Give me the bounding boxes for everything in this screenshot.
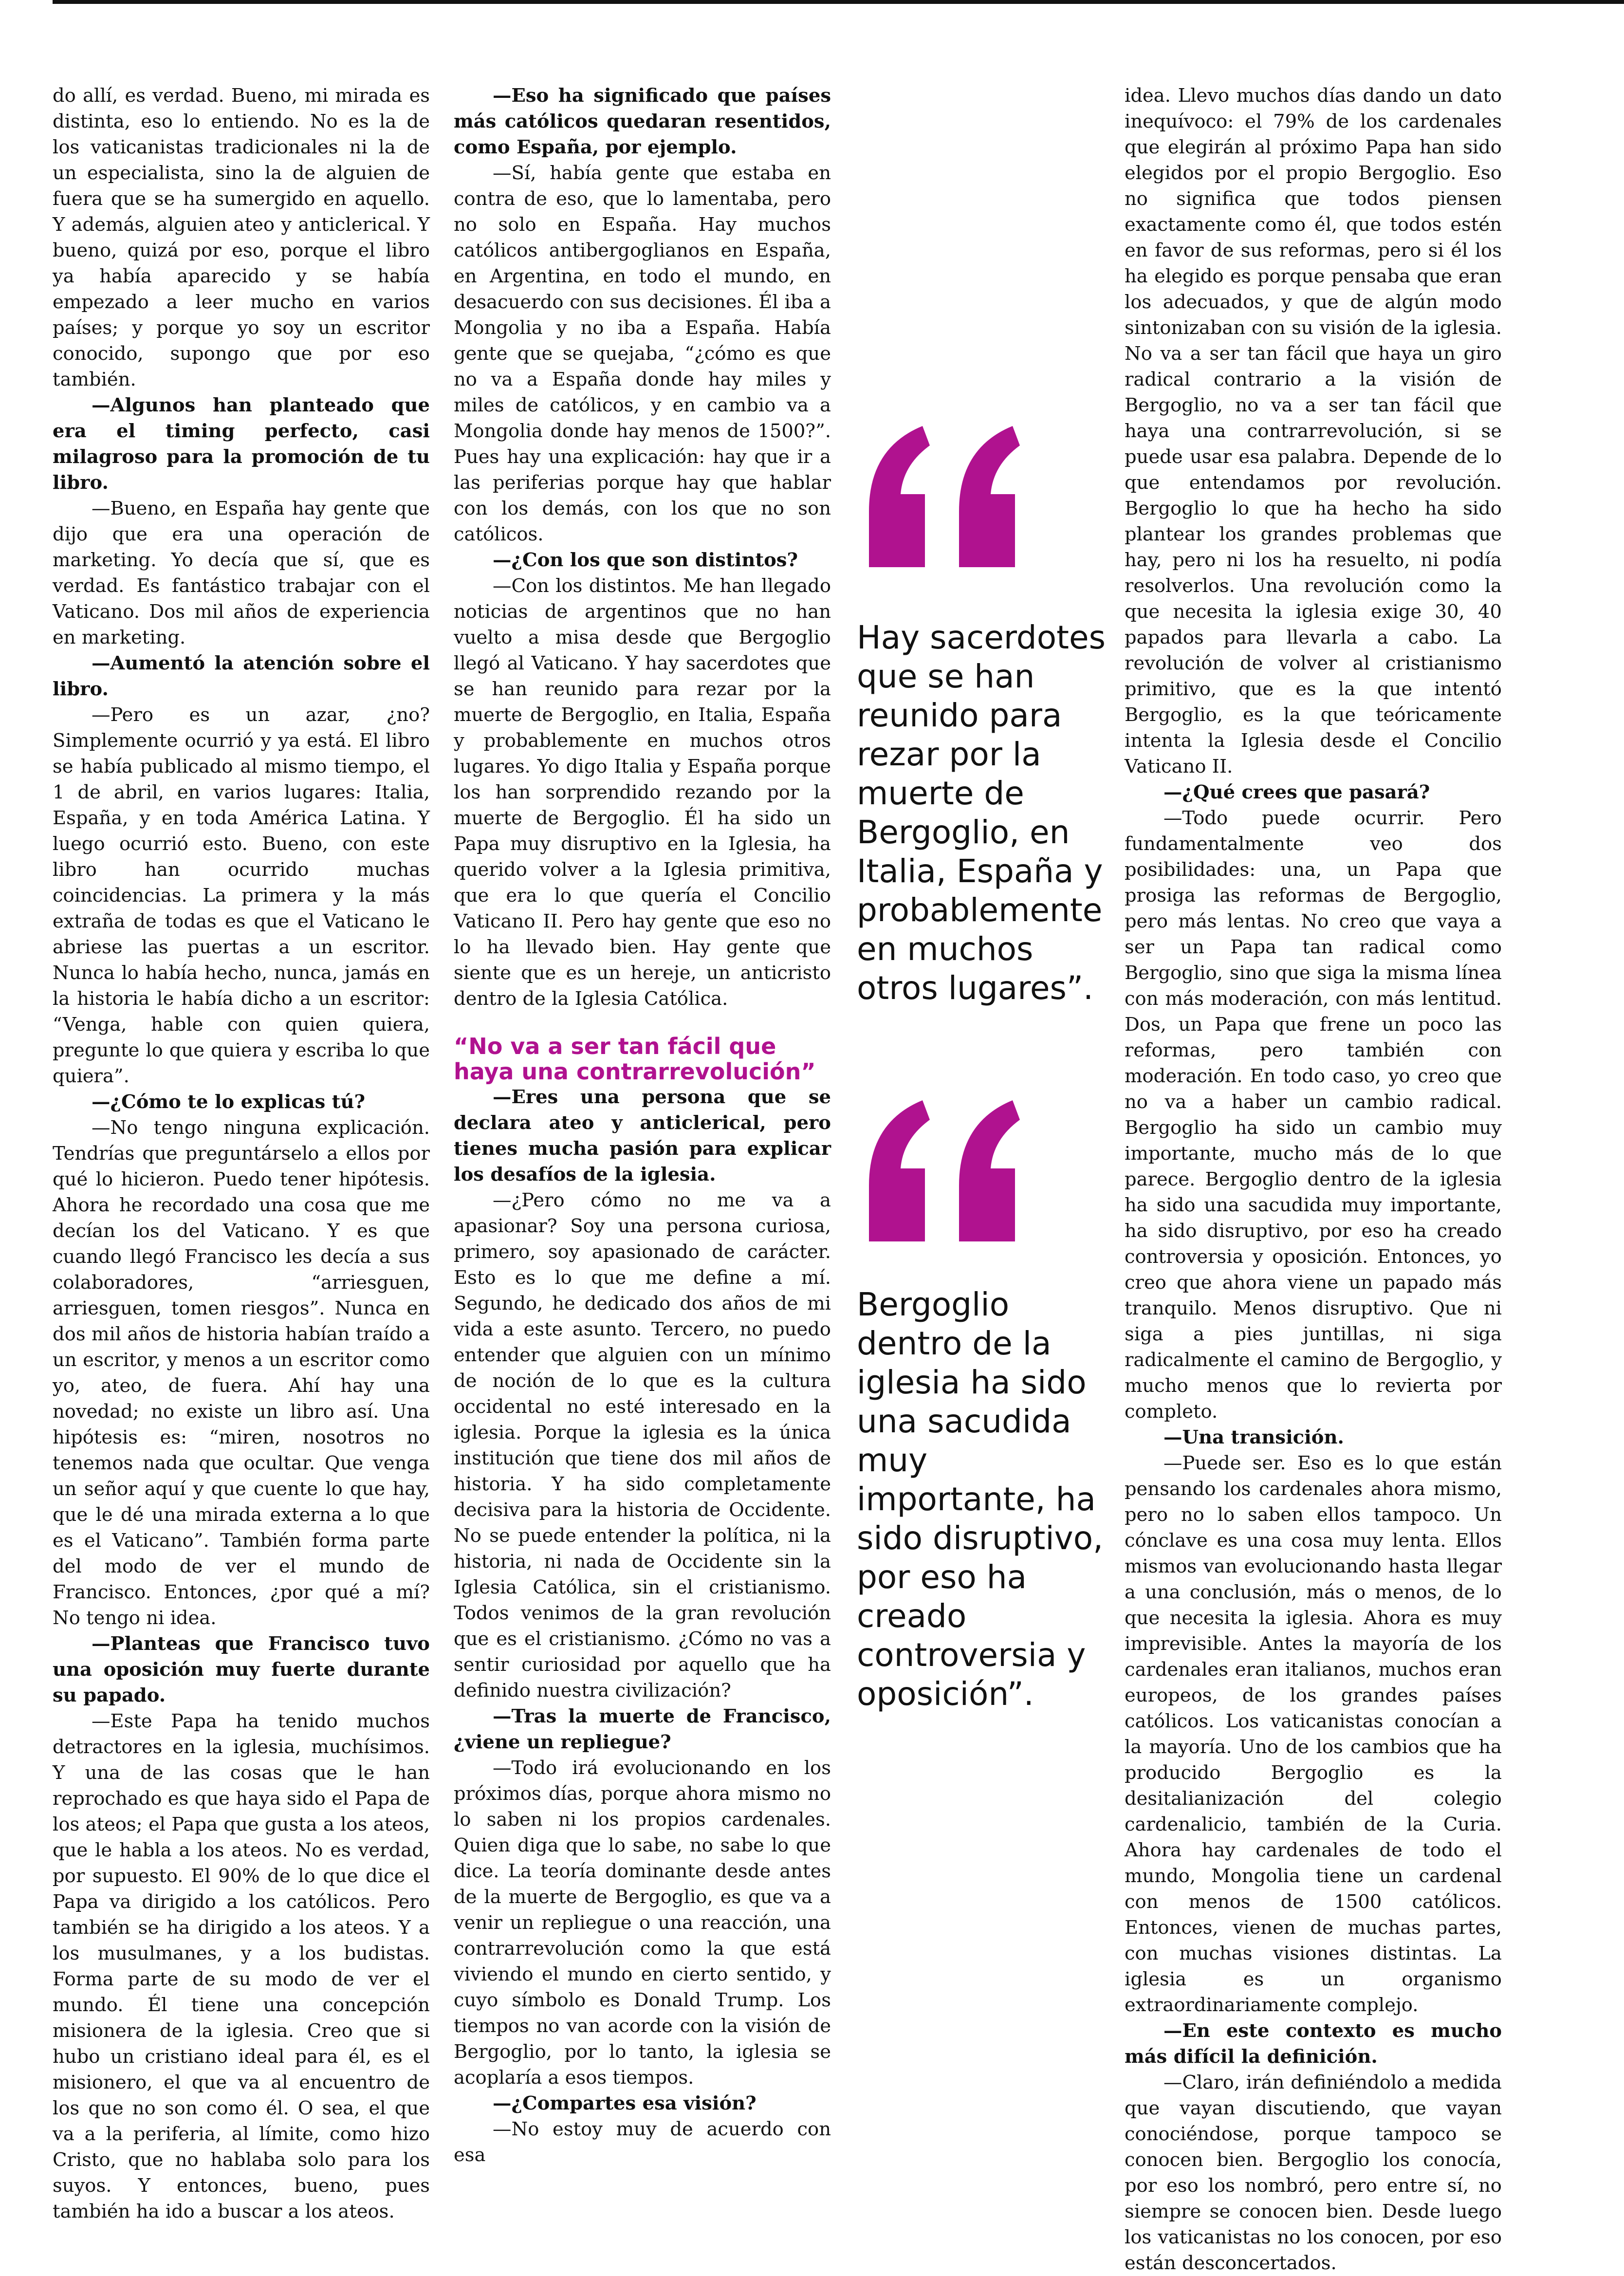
interview-question: —¿Qué crees que pasará? [1163, 781, 1430, 803]
interview-answer: —Claro, irán definiéndolo a medida que vayan discutiendo, que vayan conociéndose, porque tampoco se conocen bien. Bergoglio los conocía, por eso los nombró, pero entre sí, no siempre se conocen bien. Desde luego los vaticanistas no los conocen, por eso están desconcertados. [1125, 2072, 1502, 2274]
quote-mark-icon [854, 424, 1030, 570]
interview-question: —Eres una persona que se declara ateo y anticlerical, pero tienes mucha pasión para explicar los desafíos de la iglesia. [454, 1086, 831, 1185]
interview-question: —¿Cómo te lo explicas tú? [92, 1091, 366, 1113]
interview-question: —¿Compartes esa visión? [493, 2092, 757, 2114]
interview-answer: —Este Papa ha tenido muchos detractores en la iglesia, muchísimos. Y una de las cosas que le han reprochado es que haya sido el Papa de los ateos; el Papa que gusta a los ateos, que le habla a los ateos. No es verdad, por supuesto. El 90% de lo que dice el Papa va dirigido a los católicos. Pero también se ha dirigido a los ateos. Y a los musulmanes, y a los budistas. Forma parte de su modo de ver el mundo. Él tiene una concepción misionera de la iglesia. Creo que si hubo un cristiano ideal para él, es el misionero, el que va al encuentro de los que no son como él. O sea, el que va a la periferia, al límite, como hizo Cristo, que no hablaba solo para los suyos. Y entonces, bueno, pues también ha ido a buscar a los ateos. [53, 1710, 430, 2222]
column-4 [1125, 83, 1502, 2276]
interview-answer: —¿Pero cómo no me va a apasionar? Soy una persona curiosa, primero, soy apasionado de carácter. Esto es lo que me define a mí. Segundo, he dedicado dos años de mi vida a este asunto. Tercero, no puedo entender que alguien con un mínimo de noción de lo que es la cultura occidental no esté interesado en la iglesia. Porque la iglesia es la única institución que tiene dos mil años de historia. Y ha sido completamente decisiva para la historia de Occidente. No se puede entender la política, ni la historia, ni nada de Occidente sin la Iglesia Católica, sin el cristianismo. Todos venimos de la gran revolución que es el cristianismo. ¿Cómo no vas a sentir curiosidad por aquello que ha definido nuestra civilización? [454, 1189, 831, 1702]
interview-question: —Una transición. [1163, 1426, 1344, 1448]
interview-question: —Algunos han planteado que era el timing perfecto, casi milagroso para la promoción de tu libro. [53, 394, 430, 494]
interview-answer: —No estoy muy de acuerdo con esa [454, 2118, 831, 2166]
interview-answer: —No tengo ninguna explicación. Tendrías que preguntárselo a ellos por qué lo hicieron. Puedo tener hipótesis. Ahora he recordado una cosa que me decían los del Vaticano. Y es que cuando llegó Francisco les decía a sus colaboradores, “arriesguen, arriesguen, tomen riesgos”. Nunca en dos mil años de historia habían traído a un escritor, y menos a un escritor como yo, ateo, de fuera. Ahí hay una novedad; no existe un libro así. Una hipótesis es: “miren, nosotros no tenemos nada que ocultar. Que venga un señor aquí y que cuente lo que hay, que le dé una mirada externa a lo que es el Vaticano”. También forma parte del modo de ver el mundo de Francisco. Entonces, ¿por qué a mí? No tengo ni idea. [53, 1117, 430, 1629]
pull-quote-1: Hay sacerdotes que se han reunido para rezar por la muerte de Bergoglio, en Italia, España y probablemente en muchos otros lugares”. [857, 619, 1106, 1007]
column-1 [53, 83, 430, 2224]
top-rule [53, 0, 1624, 4]
interview-answer: —Sí, había gente que estaba en contra de eso, que lo lamentaba, pero no solo en España. Hay muchos católicos antibergoglianos en España, en Argentina, en todo el mundo, en desacuerdo con sus decisiones. Él iba a Mongolia y no iba a España. Había gente que se quejaba, “¿cómo es que no va a España donde hay miles y miles de católicos, y en cambio va a Mongolia donde hay menos de 1500?”. Pues hay una explicación: hay que ir a las periferias porque hay que hablar con los demás, con los que no son católicos. [454, 162, 831, 545]
interview-question: —Planteas que Francisco tuvo una oposición muy fuerte durante su papado. [53, 1633, 430, 1706]
interview-answer: —Con los distintos. Me han llegado noticias de argentinos que no han vuelto a misa desde que Bergoglio llegó al Vaticano. Y hay sacerdotes que se han reunido para rezar por la muerte de Bergoglio, en Italia, España y probablemente en muchos otros lugares. Yo digo Italia y España porque los han sorprendido rezando por la muerte de Bergoglio. Él ha sido un Papa muy disruptivo en la Iglesia, ha querido volver a la Iglesia primitiva, que era lo que quería el Concilio Vaticano II. Pero hay gente que eso no lo ha llevado bien. Hay gente que siente que es un hereje, un anticristo dentro de la Iglesia Católica. [454, 575, 831, 1010]
interview-question: —¿Con los que son distintos? [493, 549, 798, 571]
subheading: “No va a ser tan fácil que haya una contrarrevolución” [454, 1033, 816, 1085]
interview-question: —Eso ha significado que países más católicos quedaran resentidos, como España, por ejemplo. [454, 85, 831, 158]
interview-answer: do allí, es verdad. Bueno, mi mirada es distinta, eso lo entiendo. No es la de los vaticanistas tradicionales ni la de un especialista, sino la de alguien de fuera que se ha sumergido en aquello. Y además, alguien ateo y anticlerical. Y bueno, quizá por eso, porque el libro ya había aparecido y se había empezado a leer mucho en varios países; y porque yo soy un escritor conocido, supongo que por eso también. [53, 85, 430, 390]
interview-answer: —Puede ser. Eso es lo que están pensando los cardenales ahora mismo, pero no lo saben ellos tampoco. Un cónclave es una cosa muy lenta. Ellos mismos van evolucionando hasta llegar a una conclusión, más o menos, de lo que necesita la iglesia. Ahora es muy imprevisible. Antes la mayoría de los cardenales eran italianos, muchos eran europeos, de los grandes países católicos. Los vaticanistas conocían a la mayoría. Uno de los cambios que ha producido Bergoglio es la desitalianización del colegio cardenalicio, también de la Curia. Ahora hay cardenales de todo el mundo, Mongolia tiene un cardenal con menos de 1500 católicos. Entonces, vienen de muchas partes, con muchas visiones distintas. La iglesia es un organismo extraordinariamente complejo. [1125, 1452, 1502, 2016]
interview-question: —En este contexto es mucho más difícil la definición. [1125, 2020, 1502, 2068]
column-2 [454, 83, 831, 2168]
interview-answer: —Pero es un azar, ¿no? Simplemente ocurrió y ya está. El libro se había publicado al mismo tiempo, el 1 de abril, en varios lugares: Italia, España, y en toda América Latina. Y luego ocurrió esto. Bueno, con este libro han ocurrido muchas coincidencias. La primera y la más extraña de todas es que el Vaticano le abriese las puertas a un escritor. Nunca lo había hecho, nunca, jamás en la historia le había dicho a un escritor: “Venga, hable con quien quiera, pregunte lo que quiera y escriba lo que quiera”. [53, 704, 430, 1087]
interview-answer: —Todo irá evolucionando en los próximos días, porque ahora mismo no lo saben ni los propios cardenales. Quien diga que lo sabe, no sabe lo que dice. La teoría dominante desde antes de la muerte de Bergoglio, es que va a venir un repliegue o una reacción, una contrarrevolución como la que está viviendo el mundo en cierto sentido, y cuyo símbolo es Donald Trump. Los tiempos no van acorde con la visión de Bergoglio, por lo tanto, la iglesia se acoplaría a esos tiempos. [454, 1757, 831, 2089]
interview-answer: —Todo puede ocurrir. Pero fundamentalmente veo dos posibilidades: una, un Papa que prosiga las reformas de Bergoglio, pero más lentas. No creo que vaya a ser un Papa tan radical como Bergoglio, sino que siga la misma línea con más moderación, con más lentitud. Dos, un Papa que frene un poco las reformas, pero también con moderación. En todo caso, yo creo que no va a haber un cambio radical. Bergoglio ha sido un cambio muy importante, mucho más de lo que parece. Bergoglio dentro de la iglesia ha sido una sacudida muy importante, ha sido disruptivo, por eso ha creado controversia y oposición. Entonces, yo creo que ahora viene un papado más tranquilo. Menos disruptivo. Que ni siga a pies juntillas, ni siga radicalmente el camino de Bergoglio, y mucho menos que lo revierta por completo. [1125, 807, 1502, 1423]
interview-question: —Aumentó la atención sobre el libro. [53, 652, 430, 700]
interview-answer: —Bueno, en España hay gente que dijo que era una operación de marketing. Yo decía que sí, que es verdad. Es fantástico trabajar con el Vaticano. Dos mil años de experiencia en marketing. [53, 498, 430, 648]
interview-answer: idea. Llevo muchos días dando un dato inequívoco: el 79% de los cardenales que elegirán al próximo Papa han sido elegidos por el propio Bergoglio. Eso no significa que todos piensen exactamente como él, que todos estén en favor de sus reformas, pero si él los ha elegido es porque pensaba que eran los adecuados, y que de algún modo sintonizaban con su visión de la iglesia. No va a ser tan fácil que haya un giro radical contrario a la visión de Bergoglio, no va a ser tan fácil que haya una contrarrevolución, si se puede usar esa palabra. Depende de lo que entendamos por revolución. Bergoglio lo que ha hecho ha sido plantear los grandes problemas que hay, pero ni los ha resuelto, ni podía resolverlos. Una revolución como la que necesita la iglesia exige 30, 40 papados para llevarla a cabo. La revolución de volver al cristianismo primitivo, que es la que intentó Bergoglio, es la que teóricamente intenta la Iglesia desde el Concilio Vaticano II. [1125, 85, 1502, 777]
quote-mark-icon [854, 1098, 1030, 1244]
pull-quote-2: Bergoglio dentro de la iglesia ha sido una sacudida muy importante, ha sido disruptivo, por eso ha creado controversia y oposición”. [857, 1286, 1104, 1713]
interview-question: —Tras la muerte de Francisco, ¿viene un repliegue? [454, 1705, 831, 1753]
